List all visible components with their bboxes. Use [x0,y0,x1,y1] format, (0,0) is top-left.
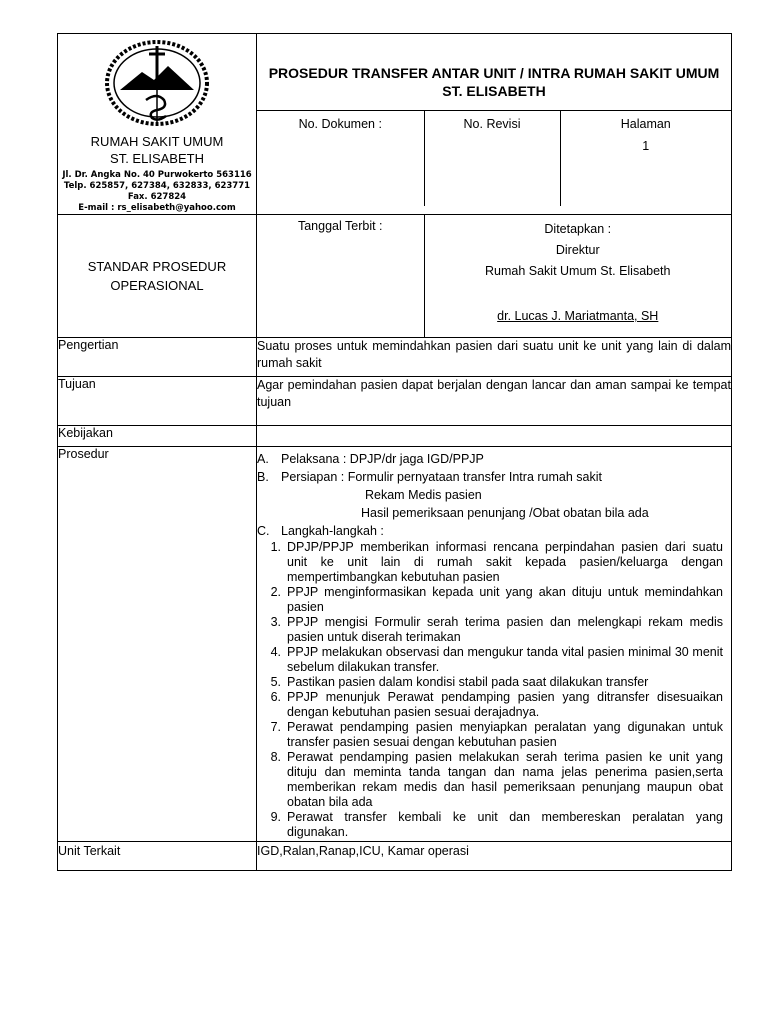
logo-cell [58,34,257,215]
document-title: PROSEDUR TRANSFER ANTAR UNIT / INTRA RUMAH SAKIT UMUM ST. ELISABETH [268,65,720,99]
tanggal-terbit-cell [257,215,424,337]
prosedur-item-b [257,468,723,486]
signer-name: dr. Lucas J. Mariatmanta, SH [497,309,659,323]
direktur-label: Direktur [555,243,600,257]
step-number: 2. [270,585,281,599]
item-a-text: Pelaksana : DPJP/dr jaga IGD/PPJP [281,452,484,466]
step-text: Perawat pendamping pasien menyiapkan peralatan yang digunakan untuk transfer pasien sesuai dengan kebutuhan pasien [287,720,723,749]
step-item [261,720,723,750]
unit-terkait-text: IGD,Ralan,Ranap,ICU, Kamar operasi [257,844,469,858]
no-revisi-label: No. Revisi [463,117,521,131]
sop-document-table [57,33,732,871]
doc-number-table [257,110,731,206]
step-item [261,750,723,810]
step-number: 4. [270,645,281,659]
unit-terkait-cell [257,842,732,871]
unit-terkait-label-cell [58,842,257,871]
item-b-sub1: Rekam Medis pasien [365,488,482,502]
step-text: Perawat transfer kembali ke unit dan membereskan peralatan yang digunakan. [287,810,723,839]
step-number: 1. [270,540,281,554]
tanggal-terbit-label: Tanggal Terbit : [297,219,383,233]
step-item [261,540,723,585]
step-number: 8. [270,750,281,764]
steps-list [257,540,723,840]
step-number: 7. [270,720,281,734]
step-text: PPJP mengisi Formulir serah terima pasien dan melengkapi rekam medis pasien untuk diserah terimakan [287,615,723,644]
hospital-phone: Telp. 625857, 627384, 632833, 623771 [63,181,251,191]
no-dokumen-cell [257,111,424,207]
tujuan-text: Agar pemindahan pasien dapat berjalan dengan lancar dan aman sampai ke tempat tujuan [257,378,731,409]
item-a-marker: A. [257,452,269,466]
step-text: PPJP menunjuk Perawat pendamping pasien yang ditransfer disesuaikan dengan kebutuhan pasien sesuai derajadnya. [287,690,723,719]
pengertian-label-cell [58,338,257,377]
item-b-marker: B. [257,470,269,484]
prosedur-item-a [257,450,723,468]
kebijakan-label-cell [58,426,257,447]
approval-table [257,215,731,337]
tujuan-label-cell [58,377,257,426]
step-item [261,675,723,690]
prosedur-label: Prosedur [58,447,109,461]
sop-label: STANDAR PROSEDUR OPERASIONAL [87,259,227,293]
step-item [261,615,723,645]
halaman-cell [560,111,731,207]
step-number: 3. [270,615,281,629]
no-revisi-cell [424,111,560,207]
step-item [261,810,723,840]
approval-block [257,215,732,338]
sop-label-cell [58,215,257,338]
hospital-name [58,133,256,167]
step-text: DPJP/PPJP memberikan informasi rencana perpindahan pasien dari suatu unit ke unit lain di rumah sakit kepada pasien/keluarga dengan mempertimbangkan kebutuhan pasien [287,540,723,584]
prosedur-label-cell [58,447,257,842]
step-item [261,585,723,615]
ditetapkan-cell [424,215,731,337]
hospital-fax: Fax. 627824 [127,192,187,202]
hospital-address: Jl. Dr. Angka No. 40 Purwokerto 563116 [62,170,252,180]
prosedur-item-c [257,522,723,540]
no-dokumen-label: No. Dokumen : [298,117,382,131]
halaman-value: 1 [642,139,650,153]
title-block [257,34,732,215]
item-b-text: Persiapan : Formulir pernyataan transfer Intra rumah sakit [281,470,602,484]
ditetapkan-label: Ditetapkan : [544,222,612,236]
pengertian-text: Suatu proses untuk memindahkan pasien dari suatu unit ke unit yang lain di dalam rumah sakit [257,339,731,370]
hospital-name-line1: RUMAH SAKIT UMUM [90,134,224,149]
step-item [261,690,723,720]
unit-terkait-label: Unit Terkait [58,844,121,858]
step-item [261,645,723,675]
step-text: Pastikan pasien dalam kondisi stabil pada saat dilakukan transfer [287,675,649,689]
step-text: PPJP menginformasikan kepada unit yang akan dituju untuk memindahkan pasien [287,585,723,614]
halaman-label: Halaman [620,117,671,131]
item-c-text: Langkah-langkah : [281,524,384,538]
step-text: PPJP melakukan observasi dan mengukur tanda vital pasien minimal 30 menit sebelum dilakukan transfer. [287,645,723,674]
step-number: 6. [270,690,281,704]
tujuan-label: Tujuan [58,377,96,391]
hospital-name-line2: ST. ELISABETH [110,151,204,166]
step-number: 9. [270,810,281,824]
hospital-email: E-mail : rs_elisabeth@yahoo.com [78,203,236,213]
prosedur-cell [257,447,732,842]
kebijakan-cell [257,426,732,447]
pengertian-cell [257,338,732,377]
item-c-marker: C. [257,524,270,538]
step-text: Perawat pendamping pasien melakukan serah terima pasien ke unit yang dituju dan meminta tanda tangan dan nama jelas penerima pasien,serta memberikan rekam medis dan hasil pemeriksaan penunjang maupun obat obatan bila ada [287,750,723,809]
rs-name-label: Rumah Sakit Umum St. Elisabeth [485,264,671,278]
step-number: 5. [270,675,281,689]
hospital-logo-icon [102,38,212,128]
tujuan-cell [257,377,732,426]
pengertian-label: Pengertian [58,338,119,352]
kebijakan-label: Kebijakan [58,426,113,440]
item-b-sub2: Hasil pemeriksaan penunjang /Obat obatan bila ada [361,506,649,520]
